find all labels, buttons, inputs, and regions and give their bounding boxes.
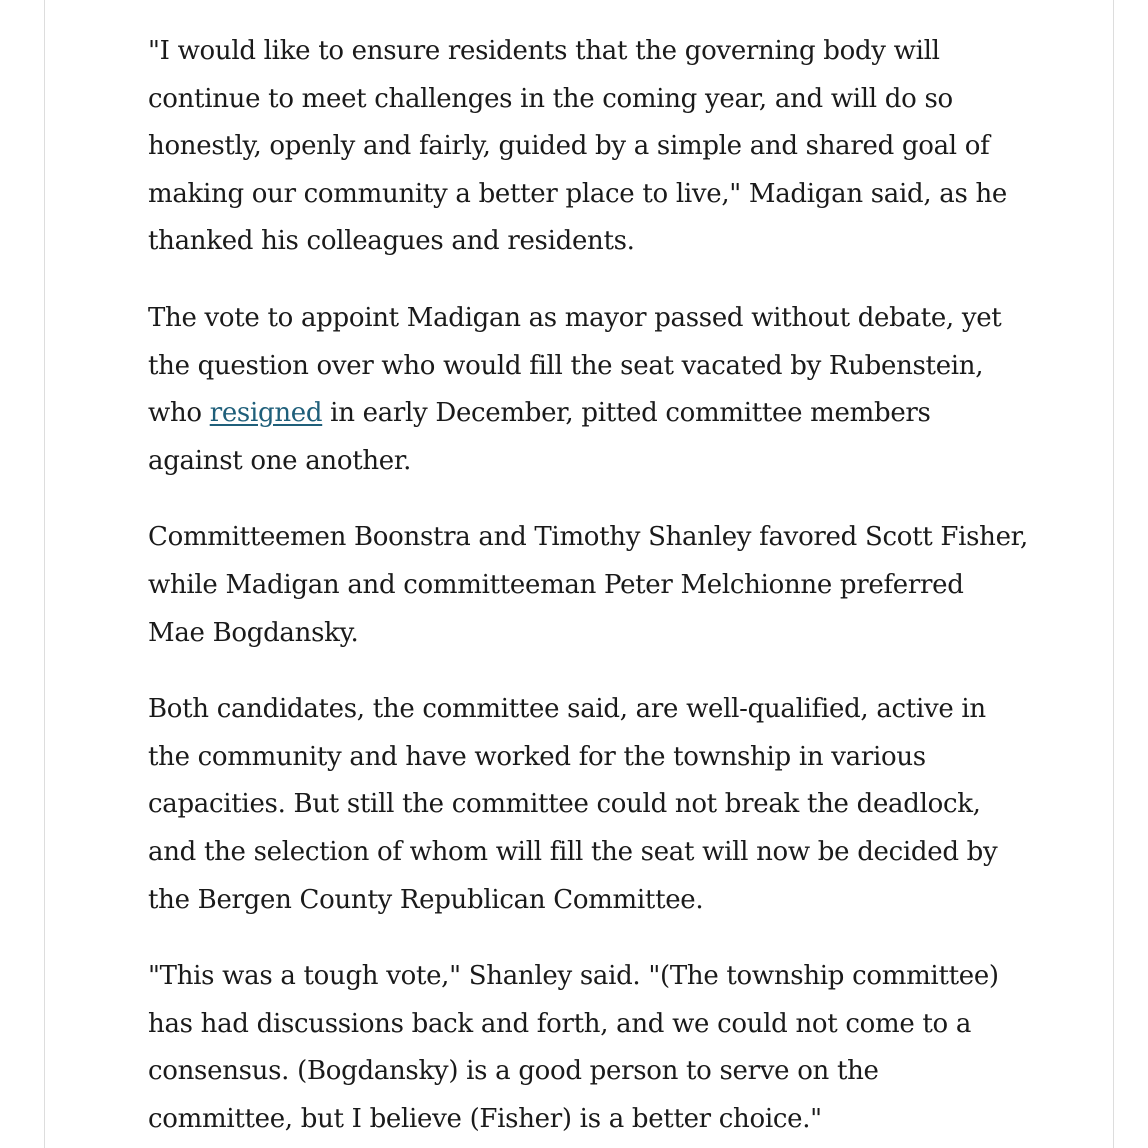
paragraph-vote-text-start: The vote to appoint Madigan as mayor passed without debate, yet the question over who would fill the seat vacated by Rubenstein, who <box>148 302 1002 429</box>
paragraph-deadlock: Both candidates, the committee said, are well-qualified, active in the community and have worked for the township in various capacities. But still the committee could not break the deadlock, and the selection of whom will fill the seat will now be decided by the Bergen County Republican Committee. <box>148 694 998 915</box>
paragraph-vote-text-end: in early December, pitted committee members against one another. <box>148 398 931 476</box>
paragraph-madigan-quote: "I would like to ensure residents that the governing body will continue to meet challenges in the coming year, and will do so honestly, openly and fairly, guided by a simple and shared goal of making our community a better place to live," Madigan said, as he thanked his colleagues and residents. <box>148 36 1008 257</box>
resigned-link[interactable]: resigned <box>209 398 323 429</box>
paragraph-shanley-quote: "This was a tough vote," Shanley said. "(The township committee) has had discussions back and forth, and we could not come to a consensus. (Bogdansky) is a good person to serve on the committee, but I believe (Fisher) is a better choice." <box>148 961 999 1134</box>
article-body <box>148 28 1028 1148</box>
paragraph-candidates-favored: Committeemen Boonstra and Timothy Shanley favored Scott Fisher, while Madigan and committeeman Peter Melchionne preferred Mae Bogdansky. <box>148 522 1028 648</box>
paragraph-vote <box>148 295 1028 485</box>
